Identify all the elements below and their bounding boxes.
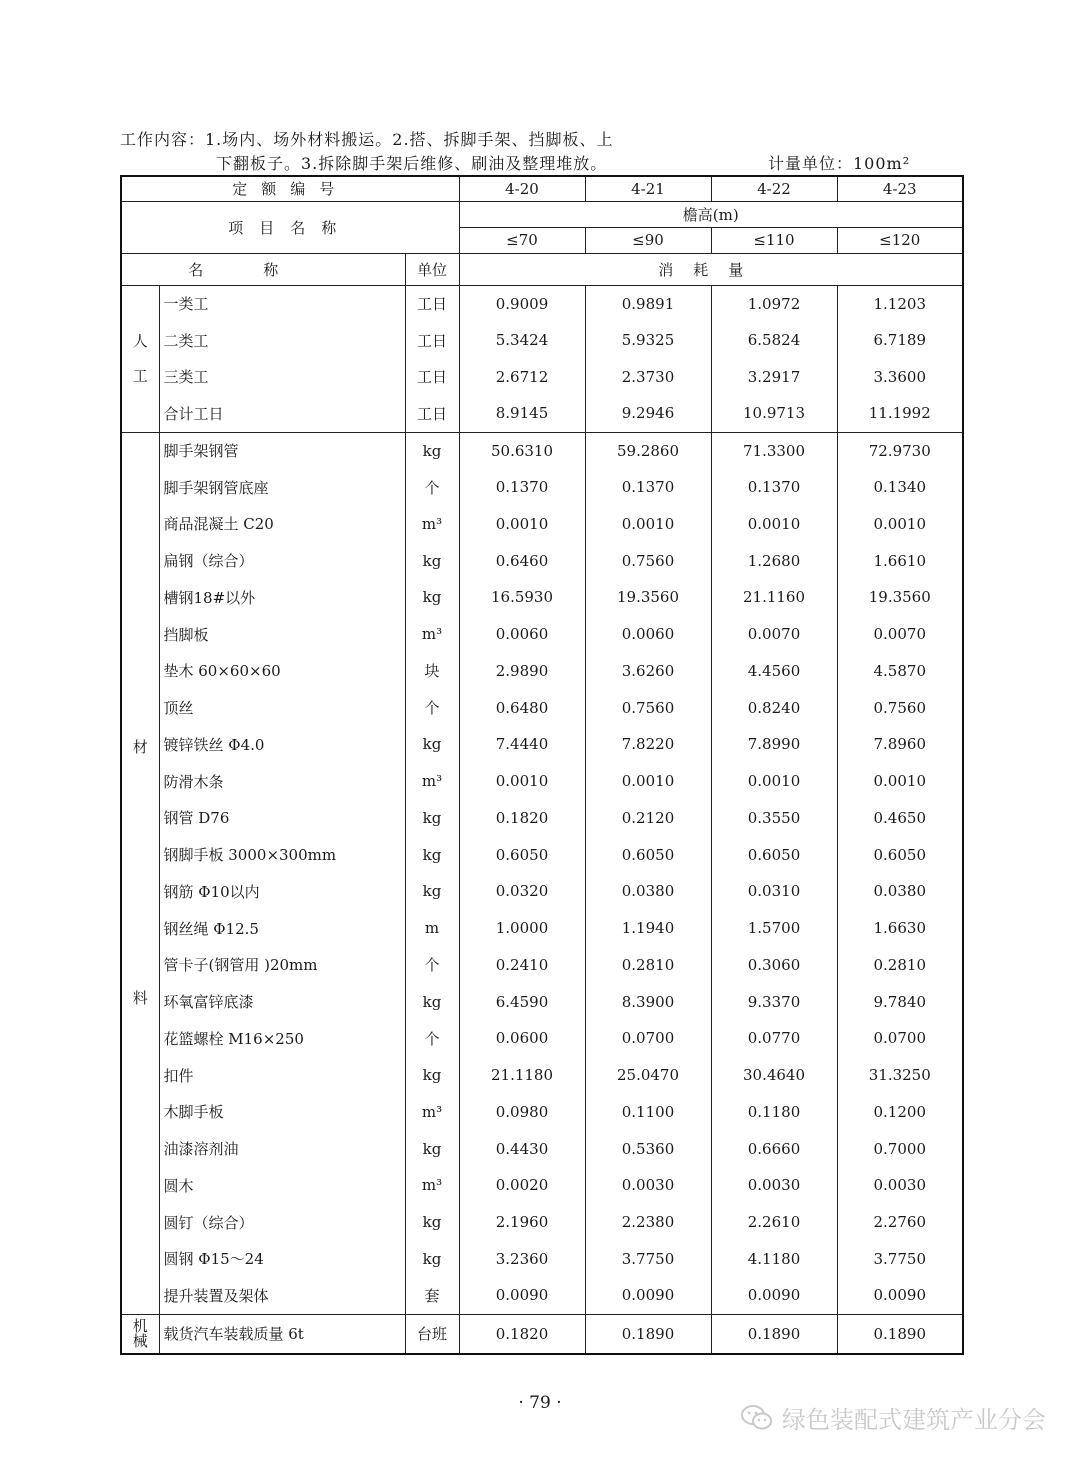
consumption-value: 0.0090 [711,1277,837,1314]
category-cell [121,432,159,1314]
consumption-value: 7.4440 [459,726,585,763]
item-name: 脚手架钢管底座 [159,469,405,506]
consumption-value: 0.0380 [585,873,711,910]
consumption-value: 59.2860 [585,432,711,469]
consumption-value: 16.5930 [459,579,585,616]
consumption-value: 0.6050 [459,836,585,873]
item-name: 槽钢18#以外 [159,579,405,616]
consumption-value: 0.6050 [837,836,963,873]
consumption-value: 7.8220 [585,726,711,763]
table-row [121,836,963,873]
item-unit: 台班 [405,1314,459,1354]
item-name: 扁钢（综合） [159,542,405,579]
table-row [121,873,963,910]
consumption-value: 0.0090 [837,1277,963,1314]
table-row [121,1020,963,1057]
quota-code: 4-21 [585,176,711,201]
table-row [121,726,963,763]
consumption-value: 0.0070 [837,616,963,653]
consumption-value: 0.6050 [585,836,711,873]
category-char: 人 [132,331,148,350]
table-row [121,285,963,322]
quota-code: 4-22 [711,176,837,201]
item-name: 花篮螺栓 M16×250 [159,1020,405,1057]
category-char: 材 [132,738,148,756]
quota-code: 4-20 [459,176,585,201]
item-name: 二类工 [159,322,405,359]
table-row [121,983,963,1020]
item-unit: 个 [405,469,459,506]
consumption-value: 0.0980 [459,1094,585,1131]
consumption-value: 31.3250 [837,1057,963,1094]
consumption-value: 9.7840 [837,983,963,1020]
consumption-value: 2.2760 [837,1204,963,1241]
item-unit: kg [405,983,459,1020]
consumption-value: 8.9145 [459,395,585,432]
consumption-value: 0.6660 [711,1130,837,1167]
category-cell [121,285,159,432]
item-unit: kg [405,836,459,873]
consumption-value: 2.2380 [585,1204,711,1241]
consumption-value: 0.7560 [585,542,711,579]
consumption-value: 0.7560 [837,689,963,726]
watermark-text: 绿色装配式建筑产业分会 [782,1406,1046,1434]
item-unit: kg [405,432,459,469]
consumption-value: 1.6610 [837,542,963,579]
item-name: 钢管 D76 [159,800,405,837]
item-unit: 套 [405,1277,459,1314]
eave-value: ≤120 [837,227,963,253]
consumption-value: 0.1890 [585,1314,711,1354]
consumption-value: 1.0000 [459,910,585,947]
consumption-value: 9.2946 [585,395,711,432]
consumption-value: 0.1370 [459,469,585,506]
consumption-value: 0.1340 [837,469,963,506]
item-unit: m³ [405,616,459,653]
quota-code-label: 定额编号 [121,176,459,201]
item-name: 防滑木条 [159,763,405,800]
consumption-value: 0.0010 [837,506,963,543]
consumption-value: 0.0030 [837,1167,963,1204]
item-name: 管卡子(钢管用 )20mm [159,947,405,984]
unit-column-header: 单位 [405,253,459,285]
consumption-value: 10.9713 [711,395,837,432]
consumption-value: 0.1370 [711,469,837,506]
item-unit: 工日 [405,395,459,432]
item-unit: 个 [405,1020,459,1057]
consumption-value: 7.8960 [837,726,963,763]
item-name: 钢脚手板 3000×300mm [159,836,405,873]
category-char: 机 [132,1316,148,1335]
consumption-value: 0.0010 [585,506,711,543]
table-row [121,1314,963,1354]
consumption-value: 3.2917 [711,359,837,396]
page-number: · 79 · [518,1393,562,1413]
item-name: 三类工 [159,359,405,396]
item-unit: kg [405,1241,459,1278]
item-unit: m³ [405,506,459,543]
item-unit: m³ [405,1094,459,1131]
item-name: 一类工 [159,285,405,322]
consumption-value: 2.9890 [459,653,585,690]
consumption-value: 21.1180 [459,1057,585,1094]
item-unit: kg [405,1057,459,1094]
item-name: 商品混凝土 C20 [159,506,405,543]
item-unit: kg [405,1130,459,1167]
consumption-value: 0.1890 [711,1314,837,1354]
consumption-value: 2.6712 [459,359,585,396]
consumption-value: 50.6310 [459,432,585,469]
consumption-value: 5.3424 [459,322,585,359]
consumption-value: 71.3300 [711,432,837,469]
category-char: 械 [132,1331,148,1350]
consumption-value: 3.3600 [837,359,963,396]
consumption-value: 19.3560 [585,579,711,616]
item-unit: 工日 [405,359,459,396]
item-name: 油漆溶剂油 [159,1130,405,1167]
consumption-value: 6.5824 [711,322,837,359]
item-name: 圆钉（综合） [159,1204,405,1241]
consumption-value: 0.0090 [585,1277,711,1314]
item-name: 挡脚板 [159,616,405,653]
item-unit: 工日 [405,285,459,322]
consumption-value: 0.0700 [585,1020,711,1057]
consumption-value: 0.0380 [837,873,963,910]
consumption-value: 1.1203 [837,285,963,322]
consumption-value: 5.9325 [585,322,711,359]
table-row [121,1057,963,1094]
consumption-value: 0.2810 [837,947,963,984]
table-row [121,1241,963,1278]
eave-value: ≤70 [459,227,585,253]
item-unit: 块 [405,653,459,690]
consumption-value: 3.7750 [837,1241,963,1278]
measure-unit: 计量单位：100m² [768,154,911,173]
item-name: 垫木 60×60×60 [159,653,405,690]
consumption-value: 0.0060 [459,616,585,653]
consumption-value: 0.1200 [837,1094,963,1131]
item-name: 环氧富锌底漆 [159,983,405,1020]
category-char: 料 [132,989,148,1007]
table-row [121,947,963,984]
item-unit: 个 [405,947,459,984]
work-content-line2 [120,152,920,176]
work-content-line2-text: 下翻板子。3.拆除脚手架后维修、刷油及整理堆放。 [216,154,608,173]
consumption-value: 0.0010 [459,506,585,543]
quota-code: 4-23 [837,176,963,201]
item-unit: 工日 [405,322,459,359]
table-row [121,910,963,947]
item-name: 圆钢 Φ15～24 [159,1241,405,1278]
table-row [121,653,963,690]
table-row [121,800,963,837]
category-char: 工 [132,366,148,385]
table-row [121,1277,963,1314]
consumption-value: 0.0030 [711,1167,837,1204]
consumption-value: 0.0020 [459,1167,585,1204]
consumption-value: 72.9730 [837,432,963,469]
table-row [121,506,963,543]
consumption-value: 1.6630 [837,910,963,947]
item-name: 圆木 [159,1167,405,1204]
consumption-value: 11.1992 [837,395,963,432]
consumption-value: 0.0320 [459,873,585,910]
consumption-value: 9.3370 [711,983,837,1020]
table-row [121,579,963,616]
consumption-value: 0.7000 [837,1130,963,1167]
consumption-value: 6.7189 [837,322,963,359]
consumption-value: 0.0770 [711,1020,837,1057]
item-unit: kg [405,726,459,763]
consumption-value: 0.0090 [459,1277,585,1314]
eave-height-label: 檐高(m) [459,201,963,227]
wechat-icon [740,1404,774,1432]
consumption-value: 0.0070 [711,616,837,653]
consumption-value: 2.2610 [711,1204,837,1241]
eave-value: ≤90 [585,227,711,253]
item-unit: kg [405,800,459,837]
item-unit: kg [405,1204,459,1241]
item-name-label: 项目名称 [121,201,459,253]
table-row [121,763,963,800]
consumption-value: 0.0030 [585,1167,711,1204]
consumption-value: 0.4430 [459,1130,585,1167]
consumption-value: 4.1180 [711,1241,837,1278]
work-content [120,128,920,176]
item-unit: kg [405,579,459,616]
category-cell [121,1314,159,1354]
consumption-value: 21.1160 [711,579,837,616]
consumption-header: 消耗量 [459,253,963,285]
table-row [121,1204,963,1241]
consumption-value: 0.2410 [459,947,585,984]
consumption-value: 4.5870 [837,653,963,690]
consumption-value: 0.0010 [585,763,711,800]
table-row [121,432,963,469]
consumption-value: 3.2360 [459,1241,585,1278]
name-column-header: 名称 [121,253,405,285]
consumption-value: 0.1890 [837,1314,963,1354]
consumption-value: 19.3560 [837,579,963,616]
consumption-value: 0.0060 [585,616,711,653]
table-row [121,1167,963,1204]
consumption-value: 0.1180 [711,1094,837,1131]
item-name: 顶丝 [159,689,405,726]
consumption-value: 25.0470 [585,1057,711,1094]
item-unit: m³ [405,763,459,800]
consumption-value: 7.8990 [711,726,837,763]
consumption-value: 0.3550 [711,800,837,837]
watermark [740,1400,1046,1435]
consumption-value: 0.6050 [711,836,837,873]
consumption-value: 2.3730 [585,359,711,396]
consumption-value: 0.9009 [459,285,585,322]
consumption-value: 0.1100 [585,1094,711,1131]
table-row [121,689,963,726]
consumption-value: 0.6460 [459,542,585,579]
consumption-value: 0.1820 [459,800,585,837]
consumption-value: 0.8240 [711,689,837,726]
consumption-value: 0.5360 [585,1130,711,1167]
consumption-value: 1.1940 [585,910,711,947]
item-name: 镀锌铁丝 Φ4.0 [159,726,405,763]
quota-table [120,175,964,1355]
item-unit: 个 [405,689,459,726]
consumption-value: 0.0010 [711,763,837,800]
consumption-value: 0.0010 [837,763,963,800]
consumption-value: 1.2680 [711,542,837,579]
consumption-value: 0.0700 [837,1020,963,1057]
table-row [121,616,963,653]
consumption-value: 0.7560 [585,689,711,726]
item-name: 扣件 [159,1057,405,1094]
item-name: 载货汽车装载质量 6t [159,1314,405,1354]
table-row [121,322,963,359]
column-header-row [121,253,963,285]
item-unit: kg [405,873,459,910]
eave-value: ≤110 [711,227,837,253]
consumption-value: 6.4590 [459,983,585,1020]
consumption-value: 3.6260 [585,653,711,690]
item-name: 钢筋 Φ10以内 [159,873,405,910]
table-row [121,469,963,506]
item-name: 脚手架钢管 [159,432,405,469]
consumption-value: 0.2120 [585,800,711,837]
item-unit: kg [405,542,459,579]
consumption-value: 0.0010 [459,763,585,800]
consumption-value: 0.1370 [585,469,711,506]
consumption-value: 0.4650 [837,800,963,837]
item-unit: m [405,910,459,947]
item-name: 木脚手板 [159,1094,405,1131]
consumption-value: 0.6480 [459,689,585,726]
consumption-value: 0.0310 [711,873,837,910]
table-row [121,1130,963,1167]
consumption-value: 0.0600 [459,1020,585,1057]
quota-code-row [121,176,963,201]
table-row [121,542,963,579]
consumption-value: 1.0972 [711,285,837,322]
consumption-value: 0.0010 [711,506,837,543]
table-row [121,1094,963,1131]
consumption-value: 0.1820 [459,1314,585,1354]
consumption-value: 0.2810 [585,947,711,984]
consumption-value: 0.3060 [711,947,837,984]
consumption-value: 3.7750 [585,1241,711,1278]
consumption-value: 0.9891 [585,285,711,322]
consumption-value: 4.4560 [711,653,837,690]
consumption-value: 2.1960 [459,1204,585,1241]
table-row [121,395,963,432]
item-name: 提升装置及架体 [159,1277,405,1314]
consumption-value: 30.4640 [711,1057,837,1094]
consumption-value: 8.3900 [585,983,711,1020]
item-name: 合计工日 [159,395,405,432]
item-name-row [121,201,963,227]
work-content-line1: 工作内容：1.场内、场外材料搬运。2.搭、拆脚手架、挡脚板、上 [120,130,614,149]
table-row [121,359,963,396]
item-name: 钢丝绳 Φ12.5 [159,910,405,947]
item-unit: m³ [405,1167,459,1204]
consumption-value: 1.5700 [711,910,837,947]
